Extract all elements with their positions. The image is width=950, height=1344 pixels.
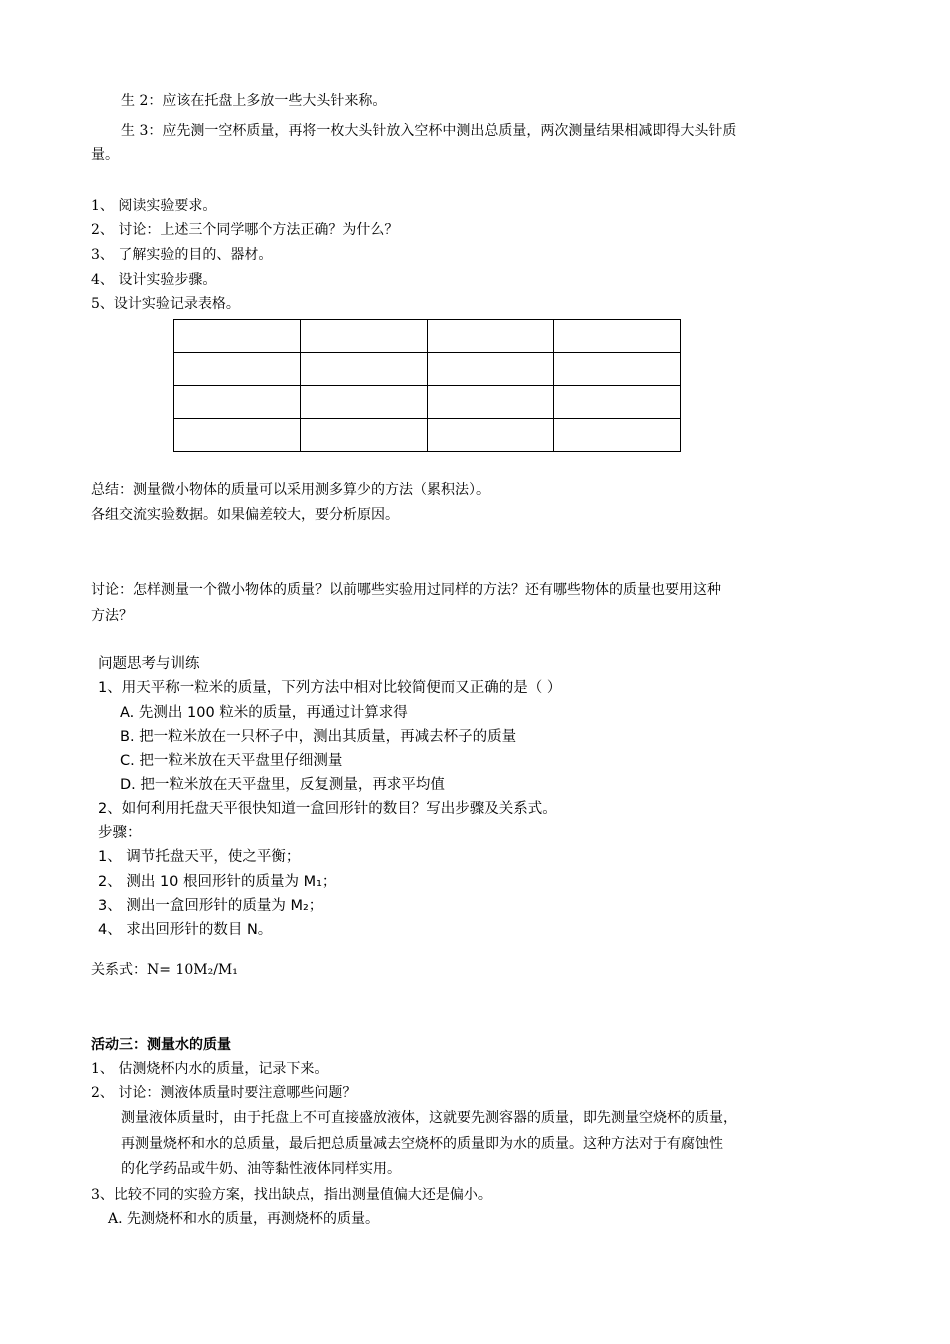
activity-3-explain: 的化学药品或牛奶、油等黏性液体同样实用。 [121, 1161, 401, 1177]
practice-option: C. 把一粒米放在天平盘里仔细测量 [120, 753, 343, 769]
table-cell [174, 353, 301, 386]
table-row [174, 320, 681, 353]
table-cell [427, 353, 554, 386]
table-cell [554, 419, 681, 452]
activity-3-item: 2、 讨论：测液体质量时要注意哪些问题？ [91, 1085, 357, 1101]
activity-3-item-3: 3、比较不同的实验方案，找出缺点，指出测量值偏大还是偏小。 [91, 1187, 492, 1203]
practice-question-1: 1、用天平称一粒米的质量，下列方法中相对比较简便而又正确的是（ ） [98, 680, 562, 696]
step-item: 2、 讨论：上述三个同学哪个方法正确？为什么？ [91, 222, 399, 238]
discussion-line2: 方法？ [91, 608, 133, 624]
practice-option: B. 把一粒米放在一只杯子中，测出其质量，再减去杯子的质量 [120, 729, 517, 745]
step-item: 3、 了解实验的目的、器材。 [91, 247, 273, 263]
table-row [174, 386, 681, 419]
table-cell [300, 386, 427, 419]
summary-conclusion: 总结：测量微小物体的质量可以采用测多算少的方法（累积法）。 [91, 482, 490, 498]
student-3-statement-line1: 生 3：应先测一空杯质量，再将一枚大头针放入空杯中测出总质量，两次测量结果相减即得大头针质 [121, 123, 737, 139]
table-cell [174, 419, 301, 452]
discussion-line1: 讨论：怎样测量一个微小物体的质量？以前哪些实验用过同样的方法？还有哪些物体的质量也要用这种 [91, 582, 721, 598]
table-cell [174, 320, 301, 353]
table-cell [554, 353, 681, 386]
student-3-statement-line2: 量。 [91, 147, 119, 163]
practice-step: 1、 调节托盘天平，使之平衡； [98, 849, 301, 865]
table-cell [427, 419, 554, 452]
activity-3-option-a: A. 先测烧杯和水的质量，再测烧杯的质量。 [108, 1211, 380, 1227]
table-row [174, 353, 681, 386]
table-cell [300, 419, 427, 452]
table-row [174, 419, 681, 452]
practice-option: D. 把一粒米放在天平盘里，反复测量，再求平均值 [120, 777, 445, 793]
practice-question-2: 2、如何利用托盘天平很快知道一盒回形针的数目？写出步骤及关系式。 [98, 801, 557, 817]
activity-3-item: 1、 估测烧杯内水的质量，记录下来。 [91, 1061, 329, 1077]
activity-3-explain: 测量液体质量时，由于托盘上不可直接盛放液体，这就要先测容器的质量，即先测量空烧杯的质量， [121, 1110, 737, 1126]
table-cell [300, 353, 427, 386]
activity-3-title: 活动三：测量水的质量 [91, 1037, 231, 1053]
step-item: 1、 阅读实验要求。 [91, 198, 217, 214]
record-table [173, 319, 681, 452]
step-item: 4、 设计实验步骤。 [91, 272, 217, 288]
practice-step: 2、 测出 10 根回形针的质量为 M₁； [98, 874, 337, 890]
practice-option: A. 先测出 100 粒米的质量，再通过计算求得 [120, 705, 408, 721]
summary-exchange: 各组交流实验数据。如果偏差较大，要分析原因。 [91, 507, 399, 523]
practice-heading: 问题思考与训练 [98, 656, 200, 672]
table-cell [174, 386, 301, 419]
practice-step: 4、 求出回形针的数目 N。 [98, 922, 273, 938]
practice-steps-label: 步骤： [98, 825, 142, 841]
table-cell [554, 386, 681, 419]
table-cell [427, 320, 554, 353]
step-item: 5、设计实验记录表格。 [91, 296, 240, 312]
practice-step: 3、 测出一盒回形针的质量为 M₂； [98, 898, 324, 914]
student-2-statement: 生 2：应该在托盘上多放一些大头针来称。 [121, 93, 387, 109]
table-cell [427, 386, 554, 419]
table-cell [554, 320, 681, 353]
table-cell [300, 320, 427, 353]
relation-formula: 关系式：N= 10M₂/M₁ [91, 962, 238, 978]
activity-3-explain: 再测量烧杯和水的总质量，最后把总质量减去空烧杯的质量即为水的质量。这种方法对于有腐蚀性 [121, 1136, 723, 1152]
